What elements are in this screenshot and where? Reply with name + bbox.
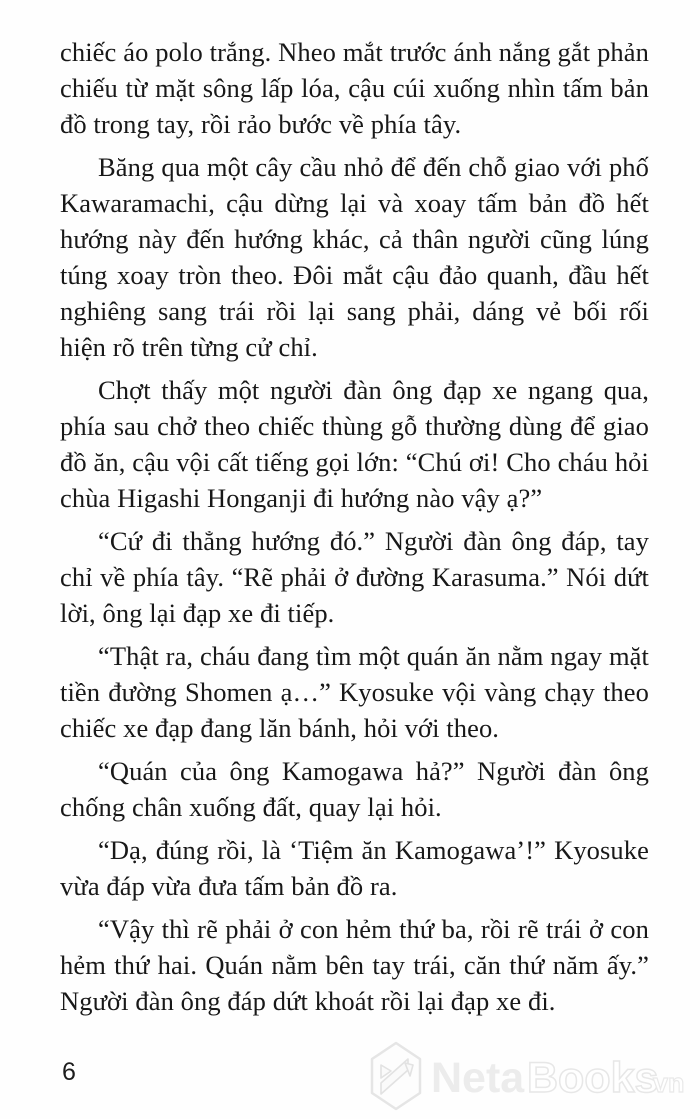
netabooks-watermark [369,1039,691,1113]
netabooks-hexagon-icon [372,1043,420,1109]
watermark-brand-books: Books [527,1054,659,1102]
page-number: 6 [62,1058,76,1086]
page-text-block [60,34,649,1026]
netabooks-logo-icon [369,1039,691,1113]
paragraph: “Vậy thì rẽ phải ở con hẻm thứ ba, rồi rẽ trái ở con hẻm thứ hai. Quán nằm bên tay trái, căn thứ năm ấy.” Người đàn ông đáp dứt khoát rồi lại đạp xe đi. [60,914,649,1016]
paragraph: “Cứ đi thẳng hướng đó.” Người đàn ông đáp, tay chỉ về phía tây. “Rẽ phải ở đường Karasuma.” Nói dứt lời, ông lại đạp xe đi tiếp. [60,526,649,628]
paragraph: Chợt thấy một người đàn ông đạp xe ngang qua, phía sau chở theo chiếc thùng gỗ thường dùng để giao đồ ăn, cậu vội cất tiếng gọi lớn: “Chú ơi! Cho cháu hỏi chùa Higashi Honganji đi hướng nào vậy ạ?” [60,375,649,513]
watermark-brand-neta: Neta [431,1054,525,1102]
paragraph: “Thật ra, cháu đang tìm một quán ăn nằm ngay mặt tiền đường Shomen ạ…” Kyosuke vội vàng chạy theo chiếc xe đạp đang lăn bánh, hỏi với theo. [60,641,649,743]
paragraph: “Dạ, đúng rồi, là ‘Tiệm ăn Kamogawa’!” Kyosuke vừa đáp vừa đưa tấm bản đồ ra. [60,835,649,901]
watermark-suffix-vn: vn [653,1068,685,1098]
paragraph: Băng qua một cây cầu nhỏ để đến chỗ giao với phố Kawaramachi, cậu dừng lại và xoay tấm bản đồ hết hướng này đến hướng khác, cả thân người cũng lúng túng xoay tròn theo. Đôi mắt cậu đảo quanh, đầu hết nghiêng sang trái rồi lại sang phải, dáng vẻ bối rối hiện rõ trên từng cử chỉ. [60,152,649,362]
paragraph: “Quán của ông Kamogawa hả?” Người đàn ông chống chân xuống đất, quay lại hỏi. [60,756,649,822]
paragraph: chiếc áo polo trắng. Nheo mắt trước ánh nắng gắt phản chiếu từ mặt sông lấp lóa, cậu cúi xuống nhìn tấm bản đồ trong tay, rồi rảo bước về phía tây. [60,37,649,139]
